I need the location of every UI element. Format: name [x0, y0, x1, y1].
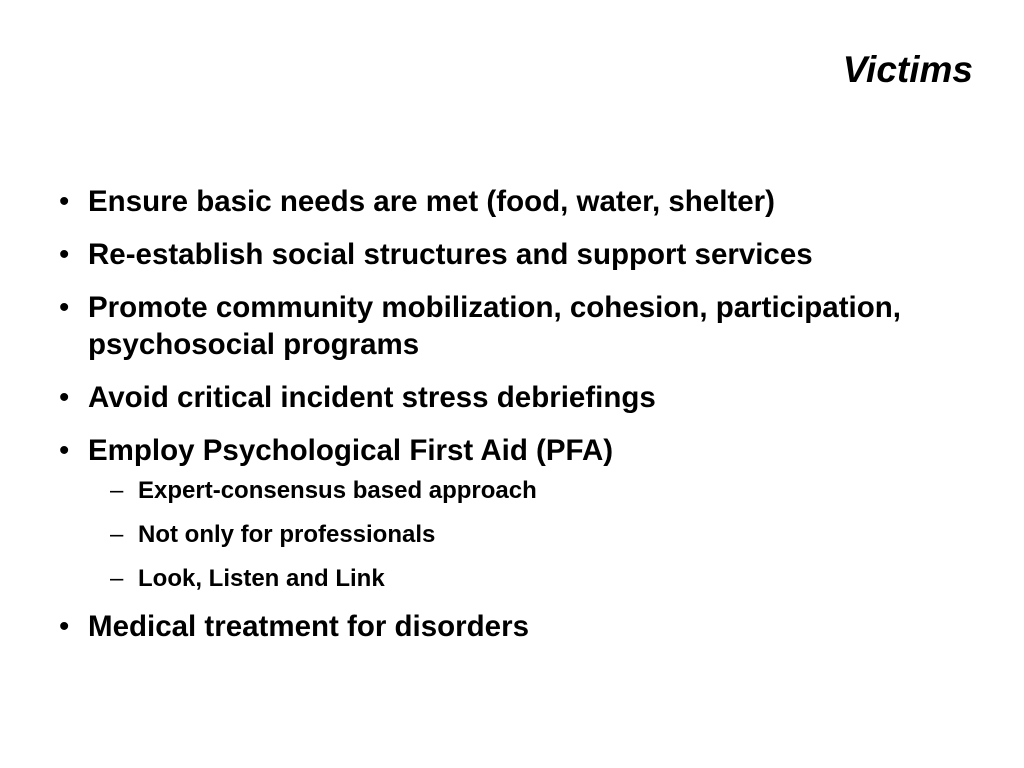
bullet-item-medical-treatment — [59, 608, 979, 645]
bullet-text: Avoid critical incident stress debriefings — [88, 381, 656, 414]
slide-title: Victims — [842, 49, 973, 90]
sub-item-look-listen-link — [110, 564, 979, 594]
bullet-icon: • — [59, 610, 70, 643]
bullet-text: Medical treatment for disorders — [88, 610, 529, 643]
dash-icon: – — [110, 565, 124, 592]
bullet-icon: • — [59, 434, 70, 467]
bullet-text: Ensure basic needs are met (food, water, shelter) — [88, 185, 775, 218]
bullet-icon: • — [59, 291, 70, 324]
sub-item-not-only-professionals — [110, 520, 979, 550]
bullet-item-pfa — [59, 432, 979, 594]
dash-icon: – — [110, 521, 124, 548]
bullet-text: Promote community mobilization, cohesion, participation, psychosocial programs — [88, 291, 901, 361]
bullet-text: Re-establish social structures and support services — [88, 238, 813, 271]
pfa-sub-list — [110, 476, 979, 594]
bullet-item-avoid-debriefings — [59, 379, 979, 416]
bullet-text: Employ Psychological First Aid (PFA) — [88, 434, 614, 467]
sub-item-text: Not only for professionals — [138, 521, 436, 548]
bullet-list — [59, 183, 979, 661]
bullet-item-social-structures — [59, 236, 979, 273]
sub-item-text: Expert-consensus based approach — [138, 477, 537, 504]
bullet-icon: • — [59, 238, 70, 271]
bullet-icon: • — [59, 185, 70, 218]
bullet-item-basic-needs — [59, 183, 979, 220]
dash-icon: – — [110, 477, 124, 504]
sub-item-text: Look, Listen and Link — [138, 565, 385, 592]
bullet-icon: • — [59, 381, 70, 414]
sub-item-expert-consensus — [110, 476, 979, 506]
bullet-item-community-mobilization — [59, 289, 979, 363]
